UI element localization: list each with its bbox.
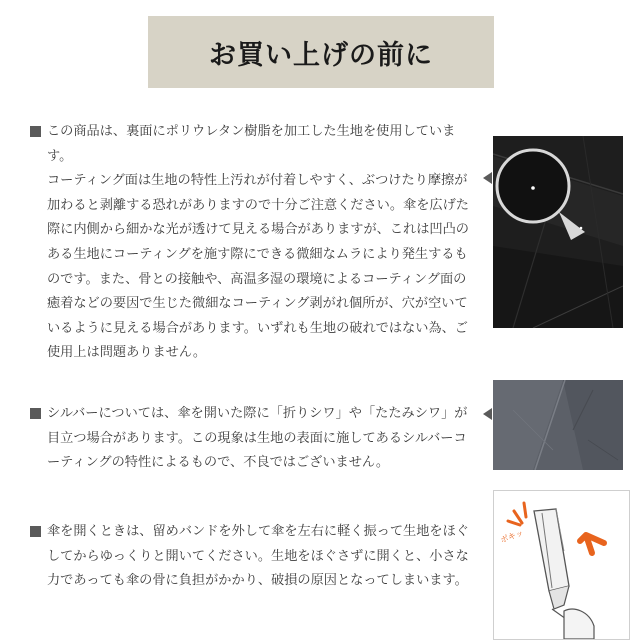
bullet-square-icon bbox=[30, 408, 41, 419]
notice-silver-text: シルバーについては、傘を開いた際に「折りシワ」や「たたみシワ」が目立つ場合があります。この現象は生地の表面に施してあるシルバーコーティングの特性によるもので、不良ではございません。 bbox=[47, 406, 468, 471]
silver-fabric-photo bbox=[493, 380, 623, 470]
pointer-icon bbox=[483, 408, 492, 420]
notice-silver bbox=[30, 402, 470, 476]
pointer-icon bbox=[483, 172, 492, 184]
notice-coating bbox=[30, 120, 470, 366]
notice-opening-text: 傘を開くときは、留めバンドを外して傘を左右に軽く振って生地をほぐしてからゆっくりと開いてください。生地をほぐさずに開くと、小さな力であっても傘の骨に負担がかかり、破損の原因となってしまいます。 bbox=[47, 524, 469, 589]
notice-coating-text: この商品は、裏面にポリウレタン樹脂を加工した生地を使用しています。 コーティング面は生地の特性上汚れが付着しやすく、ぶつけたり摩擦が加わると剥離する恐れがありますので十分ご注意ください。傘を広げた際に内側から細かな光が透けて見える場合がありますが、これは凹凸のある生地にコーティングを施す際にできる微細なムラにより発生するものです。また、骨との接触や、高温多湿の環境によるコーティング面の癒着などの要因で生じた微細なコーティング剥がれ個所が、穴が空いているように見える場合があります。いずれも生地の破れではない為、ご使用上は問題ありません。 bbox=[47, 124, 469, 361]
page-title: お買い上げの前に bbox=[209, 39, 433, 71]
illustration-label: ポキッ bbox=[499, 528, 525, 545]
opening-illustration bbox=[493, 490, 630, 640]
umbrella-interior-photo bbox=[493, 136, 623, 328]
bullet-square-icon bbox=[30, 526, 41, 537]
bullet-square-icon bbox=[30, 126, 41, 137]
title-banner bbox=[148, 16, 494, 88]
notice-opening bbox=[30, 520, 470, 594]
